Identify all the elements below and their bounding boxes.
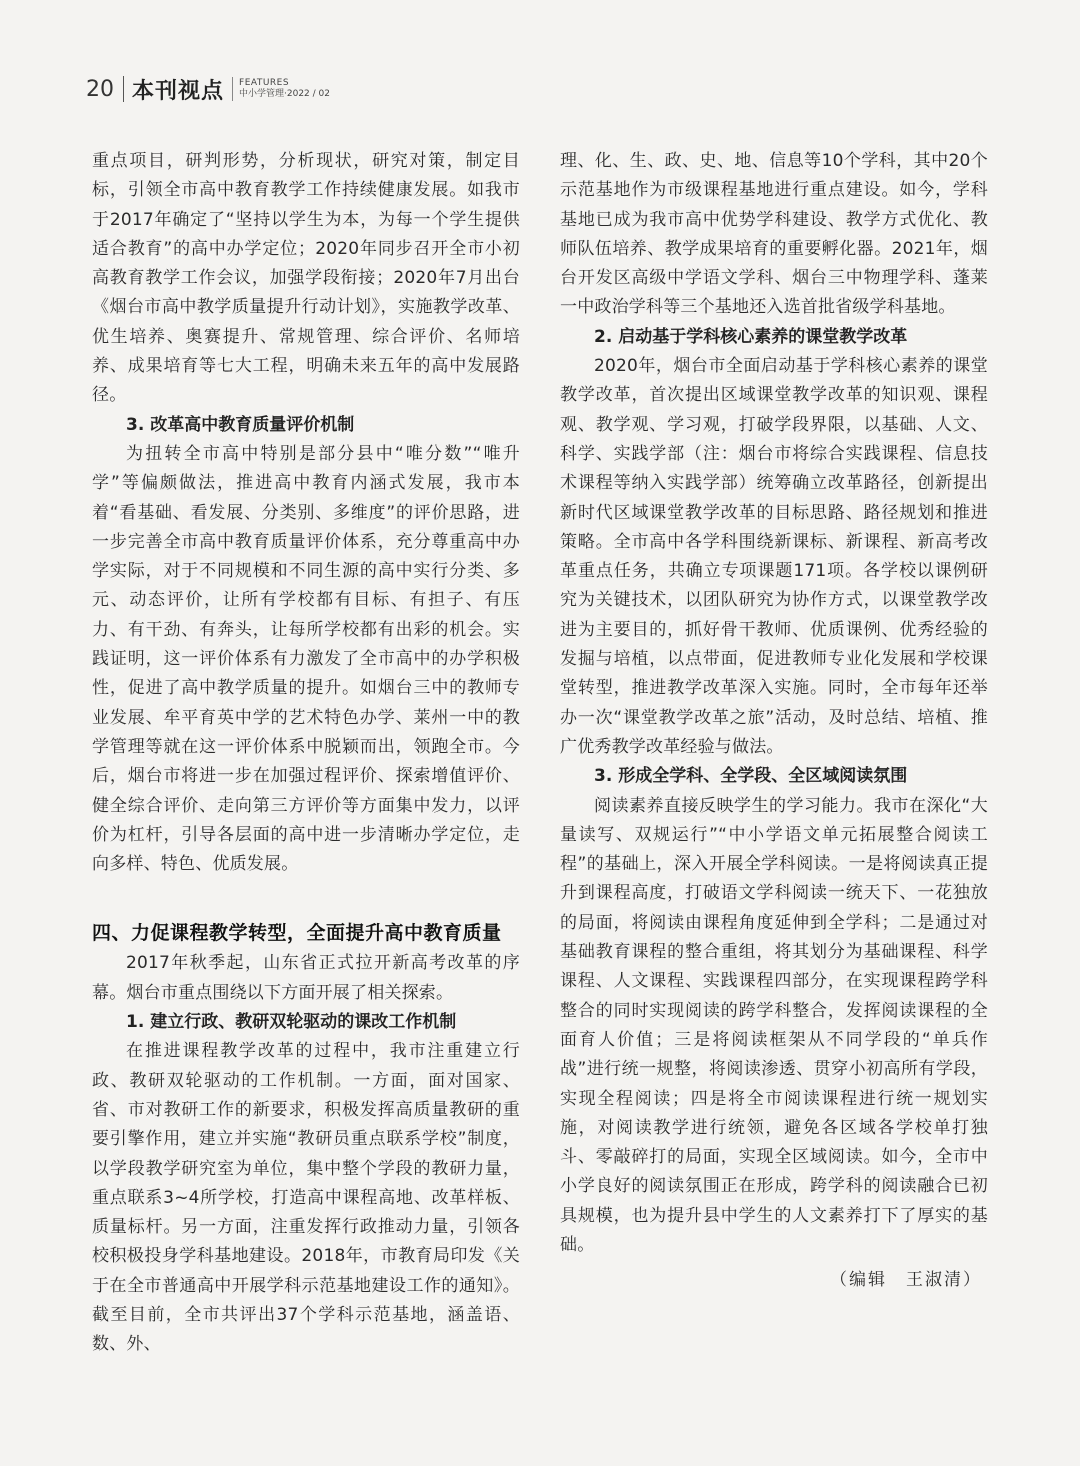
- section-heading: 四、力促课程教学转型，全面提升高中教育质量: [92, 922, 502, 945]
- paragraph: 为扭转全市高中特别是部分县中“唯分数”“唯升学”等偏颇做法，推进高中教育内涵式发展，我市本着“看基础、看发展、分类别、多维度”的评价思路，进一步完善全市高中教育质量评价体系，充分尊重高中办学实际，对于不同规模和不同生源的高中实行分类、多元、动态评价，让所有学校都有目标、有担子、有压力、有干劲、有奔头，让每所学校都有出彩的机会。实践证明，这一评价体系有力激发了全市高中的办学积极性，促进了高中教学质量的提升。如烟台三中的教师专业发展、牟平育英中学的艺术特色办学、莱州一中的教学管理等就在这一评价体系中脱颖而出，领跑全市。今后，烟台市将进一步在加强过程评价、探索增值评价、健全综合评价、走向第三方评价等方面集中发力，以评价为杠杆，引导各层面的高中进一步清晰办学定位，走向多样、特色、优质发展。: [92, 443, 520, 875]
- subheading: 3. 改革高中教育质量评价机制: [126, 414, 355, 435]
- header-divider: [123, 76, 124, 102]
- page-number: 20: [86, 76, 114, 102]
- subheading: 1. 建立行政、教研双轮驱动的课改工作机制: [126, 1012, 457, 1033]
- paragraph: 重点项目，研判形势，分析现状，研究对策，制定目标，引领全市高中教育教学工作持续健康发展。如我市于2017年确定了“坚持以学生为本，为每一个学生提供适合教育”的高中办学定位；2020年同步召开全市小初高教育教学工作会议，加强学段衔接；2020年7月出台《烟台市高中教学质量提升行动计划》，实施教学改革、优生培养、奥赛提升、常规管理、综合评价、名师培养、成果培育等七大工程，明确未来五年的高中发展路径。: [92, 151, 520, 406]
- subheading: 3. 形成全学科、全学段、全区域阅读氛围: [594, 766, 908, 787]
- features-label: FEATURES: [239, 78, 290, 88]
- right-column: [560, 147, 988, 1295]
- paragraph: 理、化、生、政、史、地、信息等10个学科，其中20个示范基地作为市级课程基地进行重点建设。如今，学科基地已成为我市高中优势学科建设、教学方式优化、教师队伍培养、教学成果培育的重要孵化器。2021年，烟台开发区高级中学语文学科、烟台三中物理学科、蓬莱一中政治学科等三个基地还入选首批省级学科基地。: [560, 151, 988, 318]
- paragraph: 阅读素养直接反映学生的学习能力。我市在深化“大量读写、双规运行”“中小学语文单元拓展整合阅读工程”的基础上，深入开展全学科阅读。一是将阅读真正提升到课程高度，打破语文学科阅读一统天下、一花独放的局面，将阅读由课程角度延伸到全学科；二是通过对基础教育课程的整合重组，将其划分为基础课程、科学课程、人文课程、实践课程四部分，在实现课程跨学科整合的同时实现阅读的跨学科整合，发挥阅读课程的全面育人价值；三是将阅读框架从不同学段的“单兵作战”进行统一规整，将阅读渗透、贯穿小初高所有学段，实现全程阅读；四是将全市阅读课程进行统一规划实施，对阅读教学进行统领，避免各区域各学校单打独斗、零敲碎打的局面，实现全区域阅读。如今，全市中小学良好的阅读氛围正在形成，跨学科的阅读融合已初具规模，也为提升县中学生的人文素养打下了厚实的基础。: [560, 795, 988, 1255]
- header-divider-2: [232, 77, 233, 101]
- journal-issue: 中小学管理·2022 / 02: [239, 89, 330, 99]
- editor-credit: （编辑 王淑清）: [830, 1270, 982, 1291]
- left-column: [92, 147, 520, 1360]
- section-title: 本刊视点: [132, 78, 225, 104]
- page-header: [86, 72, 330, 106]
- paragraph: 在推进课程教学改革的过程中，我市注重建立行政、教研双轮驱动的工作机制。一方面，面对国家、省、市对教研工作的新要求，积极发挥高质量教研的重要引擎作用，建立并实施“教研员重点联系学校”制度，以学段教学研究室为单位，集中整个学段的教研力量，重点联系3~4所学校，打造高中课程高地、改革样板、质量标杆。另一方面，注重发挥行政推动力量，引领各校积极投身学科基地建设。2018年，市教育局印发《关于在全市普通高中开展学科示范基地建设工作的通知》。截至目前，全市共评出37个学科示范基地，涵盖语、数、外、: [92, 1041, 520, 1355]
- paragraph: 2017年秋季起，山东省正式拉开新高考改革的序幕。烟台市重点围绕以下方面开展了相关探索。: [92, 953, 520, 1003]
- journal-meta: [239, 78, 330, 100]
- subheading: 2. 启动基于学科核心素养的课堂教学改革: [594, 326, 908, 347]
- paragraph: 2020年，烟台市全面启动基于学科核心素养的课堂教学改革，首次提出区域课堂教学改革的知识观、课程观、教学观、学习观，打破学段界限，以基础、人文、科学、实践学部（注：烟台市将综合实践课程、信息技术课程等纳入实践学部）统筹确立改革路径，创新提出新时代区域课堂教学改革的目标思路、路径规划和推进策略。全市高中各学科围绕新课标、新课程、新高考改革重点任务，共确立专项课题171项。各学校以课例研究为关键技术，以团队研究为协作方式，以课堂教学改进为主要目的，抓好骨干教师、优质课例、优秀经验的发掘与培植，以点带面，促进教师专业化发展和学校课堂转型，推进教学改革深入实施。同时，全市每年还举办一次“课堂教学改革之旅”活动，及时总结、培植、推广优秀教学改革经验与做法。: [560, 356, 988, 757]
